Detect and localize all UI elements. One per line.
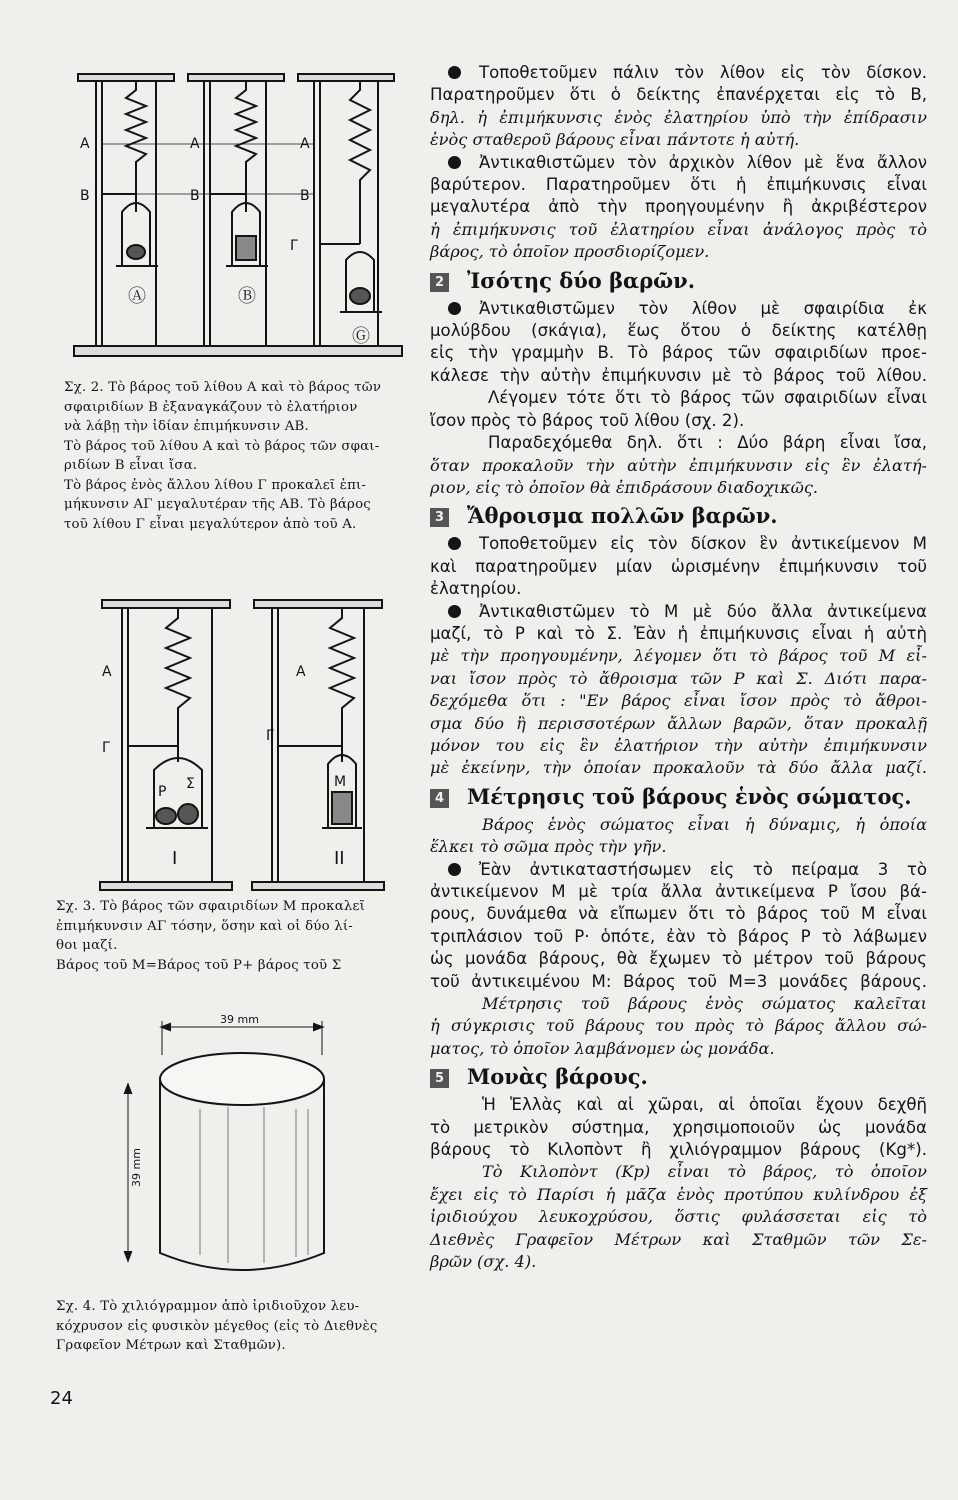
text-line: μεγαλυτέρα ἀπὸ τὴν προηγουμένην ἢ ἀκριβέστερον: [430, 197, 927, 217]
caption-line: ριδίων Β εἶναι ἴσα.: [64, 458, 198, 473]
text-line: ἰριδιούχου λευκοχρύσου, ὅστις φυλάσσεται εἰς τὸ: [430, 1207, 927, 1227]
text-line: Παρατηροῦμεν ὅτι ὁ δείκτης ἐπανέρχεται εἰς τὸ Β,: [430, 85, 927, 105]
fig2-label-b1: B: [80, 188, 90, 204]
text-line: τοῦ ἀντικειμένου Μ: Βάρος τοῦ Μ=3 μονάδες βάρους.: [430, 971, 927, 991]
caption-line: κόχρυσον εἰς φυσικὸν μέγεθος (εἰς τὸ Διεθνὲς: [56, 1318, 378, 1334]
text-line: τριπλάσιον τοῦ Ρ· ὁπότε, ἐὰν τὸ βάρος Ρ τὸ λάβωμεν: [430, 926, 927, 946]
figure-2-caption: [64, 378, 410, 534]
fig2-label-a3: A: [300, 136, 310, 152]
fig2-label-c: Γ: [290, 238, 298, 254]
section-number-icon: 2: [430, 273, 449, 292]
text-line: Τοποθετοῦμεν εἰς τὸν δίσκον ἓν ἀντικείμενον Μ: [430, 533, 927, 555]
caption-line: ἐπιμήκυνσιν ΑΓ τόσην, ὅσην καὶ οἱ δύο λί-: [56, 918, 353, 934]
text-line: δεχόμεθα ὅτι : "Εν βάρος εἶναι ἴσον πρὸς τὸ ἄθροι-: [430, 691, 927, 711]
fig3-label-m: M: [334, 774, 347, 790]
fig2-label-circle-b: Ⓑ: [238, 286, 256, 307]
fig2-label-circle-a: Ⓐ: [128, 286, 146, 307]
text-line: εἰς τὴν γραμμὴν Β. Τὸ βάρος τῶν σφαιριδίων προε-: [430, 343, 927, 363]
text-line: ἴσον πρὸς τὸ βάρος τοῦ λίθου (σχ. 2).: [430, 410, 745, 430]
figure-2-drawing: [70, 62, 406, 362]
text-line: Λέγομεν τότε ὅτι τὸ βάρος τῶν σφαιριδίων εἶναι: [488, 388, 927, 408]
text-line: Ἡ Ἑλλὰς καὶ αἱ χῶραι, αἱ ὁποῖαι ἔχουν δεχθῆ: [482, 1095, 927, 1115]
section-heading-3: 3 Ἄθροισμα πολλῶν βαρῶν.: [430, 501, 927, 531]
text-line: ἐλατηρίου.: [430, 579, 522, 599]
page-number: 24: [50, 1388, 73, 1409]
text-line: βάρος, τὸ ὁποῖον προσδιορίζομεν.: [430, 242, 710, 262]
caption-line: Σχ. 3. Τὸ βάρος τῶν σφαιριδίων Μ προκαλεῖ: [56, 899, 366, 914]
fig3-label-c2: Γ: [266, 728, 274, 744]
text-line: βάρους τὸ Κιλοπὸντ ἢ χιλιόγραμμον βάρους (Kg*).: [430, 1140, 927, 1160]
section-number-icon: 4: [430, 789, 449, 808]
fig3-label-c1: Γ: [102, 740, 110, 756]
text-line: μολύβδου (σκάγια), ἕως ὅτου ὁ δείκτης κατέλθῃ: [430, 321, 927, 341]
text-line: Βάρος ἑνὸς σώματος εἶναι ἡ δύναμις, ἡ ὁποία: [482, 814, 927, 834]
text-line: ἡ ἐπιμήκυνσις τοῦ ἐλατηρίου εἶναι ἀνάλογος πρὸς τὸ: [430, 219, 927, 239]
figure-3-drawing: [96, 596, 386, 896]
caption-line: μήκυνσιν ΑΓ μεγαλυτέραν τῆς ΑΒ. Τὸ βάρος: [64, 497, 371, 512]
fig3-label-p: P: [158, 784, 167, 800]
text-line: Μέτρησις τοῦ βάρους ἑνὸς σώματος καλεῖται: [482, 994, 927, 1014]
text-line: κάλεσε τὴν αὐτὴν ἐπιμήκυνσιν μὲ τὸ βάρος τοῦ λίθου.: [430, 365, 927, 385]
text-line: ματος, τὸ ὁποῖον λαμβάνομεν ὡς μονάδα.: [430, 1038, 775, 1058]
figure-3-caption: [56, 897, 406, 975]
fig4-width-label: 39 mm: [220, 1015, 259, 1026]
text-line: Τοποθετοῦμεν πάλιν τὸν λίθον εἰς τὸν δίσκον.: [430, 62, 927, 84]
fig2-label-a1: A: [80, 136, 90, 152]
fig2-label-circle-c: Ⓖ: [352, 326, 370, 347]
figure-2: [70, 62, 406, 362]
text-line: Τὸ Κιλοπὸντ (Κp) εἶναι τὸ βάρος, τὸ ὁποῖον: [482, 1162, 927, 1182]
fig3-label-one: I: [172, 848, 178, 869]
bullet-icon: [448, 66, 461, 79]
fig2-label-b2: B: [190, 188, 200, 204]
text-line: Ἐὰν ἀντικαταστήσωμεν εἰς τὸ πείραμα 3 τὸ: [430, 859, 927, 881]
text-line: ἔχει εἰς τὸ Παρίσι ἡ μᾶζα ἑνὸς προτύπου κυλίνδρου ἐξ: [430, 1184, 927, 1204]
caption-line: Σχ. 2. Τὸ βάρος τοῦ λίθου Α καὶ τὸ βάρος τῶν: [64, 380, 382, 395]
caption-line: Βάρος τοῦ Μ=Βάρος τοῦ Ρ+ βάρος τοῦ Σ: [56, 957, 342, 973]
fig3-label-s: Σ: [186, 776, 195, 792]
text-line: ἀντικείμενον Μ μὲ τρία ἄλλα ἀντικείμενα Ρ ἴσου βά-: [430, 882, 927, 901]
caption-line: Γραφεῖον Μέτρων καὶ Σταθμῶν).: [56, 1338, 286, 1353]
figure-4: [100, 1015, 340, 1285]
text-line: βρῶν (σχ. 4).: [430, 1252, 537, 1272]
caption-line: νὰ λάβῃ τὴν ἰδίαν ἐπιμήκυνσιν ΑΒ.: [64, 419, 309, 434]
text-line: ἡ σύγκρισις τοῦ βάρους του πρὸς τὸ βάρος ἄλλου σώ-: [430, 1016, 927, 1036]
caption-line: Τὸ βάρος ἑνὸς ἄλλου λίθου Γ προκαλεῖ ἐπι-: [64, 477, 367, 493]
fig3-label-two: II: [334, 848, 345, 869]
text-line: τὸ μετρικὸν σύστημα, χρησιμοποιοῦν ὡς μονάδα: [430, 1117, 927, 1137]
text-line: ἕλκει τὸ σῶμα πρὸς τὴν γῆν.: [430, 837, 667, 857]
text-line: ρους, δυνάμεθα νὰ εἴπωμεν ὅτι τὸ βάρος τοῦ Μ εἶναι: [430, 904, 927, 924]
section-number-icon: 5: [430, 1069, 449, 1088]
fig4-height-label: 39 mm: [130, 1148, 143, 1187]
text-line: μόνον του εἰς ἓν ἐλατήριον τὴν αὐτὴν ἐπιμήκυνσιν: [430, 735, 927, 755]
text-line: μὲ ἐκείνην, τὴν ὁποίαν προκαλοῦν τὰ δύο ἄλλα μαζί.: [430, 758, 927, 778]
section-heading-4: 4 Μέτρησις τοῦ βάρους ἑνὸς σώματος.: [430, 782, 927, 812]
bullet-icon: [448, 156, 461, 169]
text-line: Ἀντικαθιστῶμεν τὸ Μ μὲ δύο ἄλλα ἀντικείμενα: [430, 601, 927, 623]
bullet-icon: [448, 302, 461, 315]
bullet-icon: [448, 605, 461, 618]
text-line: ναι ἴσον πρὸς τὸ ἄθροισμα τῶν Ρ καὶ Σ. Διότι παρα-: [430, 668, 927, 688]
section-heading-5: 5 Μονὰς βάρους.: [430, 1062, 927, 1092]
text-line: καὶ παρατηροῦμεν μίαν ὡρισμένην ἐπιμήκυνσιν τοῦ: [430, 556, 927, 576]
figure-4-drawing: [100, 1015, 340, 1285]
main-text-column: [430, 62, 927, 1274]
text-line: Διεθνὲς Γραφεῖον Μέτρων καὶ Σταθμῶν τῶν Σε-: [430, 1229, 927, 1249]
fig3-label-a1: A: [102, 664, 112, 680]
section-number-icon: 3: [430, 508, 449, 527]
figure-3: [96, 596, 386, 896]
text-line: Ἀντικαθιστῶμεν τὸν ἀρχικὸν λίθον μὲ ἕνα ἄλλον: [430, 152, 927, 174]
text-line: ὡς μονάδα βάρους, θὰ ἔχωμεν τὸ μέτρον τοῦ βάρους: [430, 949, 927, 969]
fig2-label-b3: B: [300, 188, 310, 204]
text-line: βαρύτερον. Παρατηροῦμεν ὅτι ἡ ἐπιμήκυνσις εἶναι: [430, 175, 927, 195]
text-line: ριον, εἰς τὸ ὁποῖον θὰ ἐπιδράσουν διαδοχικῶς.: [430, 477, 819, 497]
text-line: μαζί, τὸ Ρ καὶ τὸ Σ. Ἐὰν ἡ ἐπιμήκυνσις εἶναι ἡ αὐτὴ: [430, 623, 927, 643]
text-line: ἑνὸς σταθεροῦ βάρους εἶναι πάντοτε ἡ αὐτή.: [430, 130, 800, 150]
figure-4-caption: [56, 1297, 406, 1356]
caption-line: τοῦ λίθου Γ εἶναι μεγαλύτερον ἀπὸ τοῦ Α.: [64, 516, 357, 532]
fig2-label-a2: A: [190, 136, 200, 152]
caption-line: Τὸ βάρος τοῦ λίθου Α καὶ τὸ βάρος τῶν σφαι-: [64, 438, 380, 454]
text-line: Παραδεχόμεθα δηλ. ὅτι : Δύο βάρη εἶναι ἴσα,: [488, 433, 927, 453]
caption-line: σφαιριδίων Β ἐξαναγκάζουν τὸ ἐλατήριον: [64, 399, 358, 415]
text-line: ὅταν προκαλοῦν τὴν αὐτὴν ἐπιμήκυνσιν εἰς ἓν ἐλατή-: [430, 455, 927, 475]
text-line: Ἀντικαθιστῶμεν τὸν λίθον μὲ σφαιρίδια ἐκ: [430, 298, 927, 320]
text-line: μὲ τὴν προηγουμένην, λέγομεν ὅτι τὸ βάρος τοῦ Μ εἶ-: [430, 646, 927, 666]
caption-line: Σχ. 4. Τὸ χιλιόγραμμον ἀπὸ ἰριδιοῦχον λευ-: [56, 1299, 360, 1314]
fig3-label-a2: A: [296, 664, 306, 680]
caption-line: θοι μαζί.: [56, 938, 118, 953]
section-heading-2: 2 Ἰσότης δύο βαρῶν.: [430, 266, 927, 296]
text-line: δηλ. ἡ ἐπιμήκυνσις ἑνὸς ἐλατηρίου ὑπὸ τὴν ἐπίδρασιν: [430, 107, 927, 127]
bullet-icon: [448, 537, 461, 550]
text-line: σμα δύο ἢ περισσοτέρων ἄλλων βαρῶν, ὅταν προκαλῇ: [430, 713, 927, 733]
bullet-icon: [448, 863, 461, 876]
